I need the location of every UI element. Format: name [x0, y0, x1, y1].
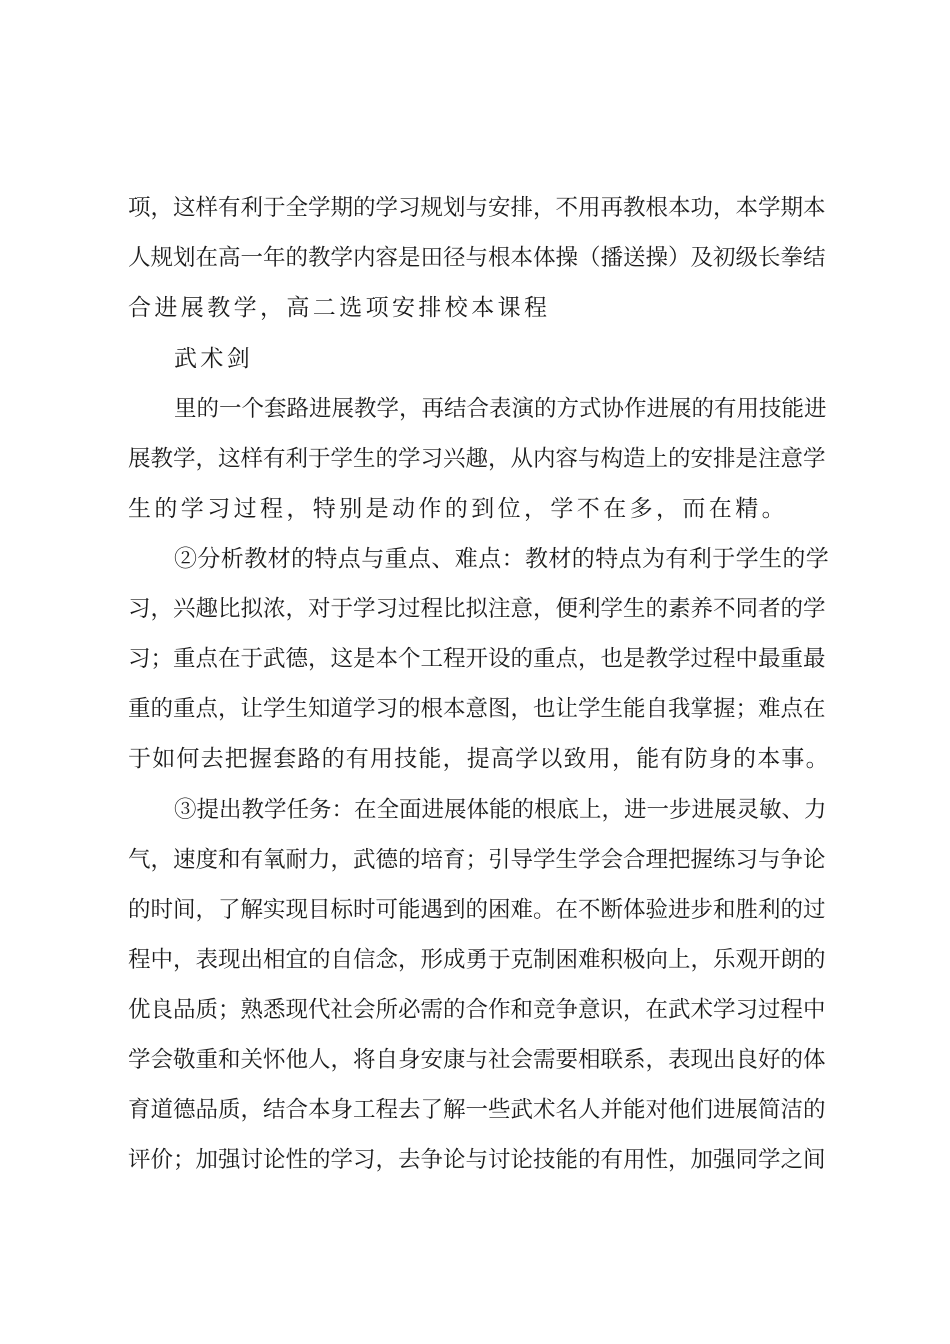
text-line-20: 评价；加强讨论性的学习，去争论与讨论技能的有用性，加强同学之间 — [128, 1147, 826, 1173]
text-line-17: 优良品质；熟悉现代社会所必需的合作和竞争意识，在武术学习过程中 — [128, 997, 826, 1023]
text-line-4: 武术剑 — [174, 346, 254, 372]
text-line-10: 习；重点在于武德，这是本个工程开设的重点，也是教学过程中最重最 — [128, 646, 826, 672]
text-line-7: 生的学习过程，特别是动作的到位，学不在多，而在精。 — [128, 496, 788, 522]
text-line-14: 气，速度和有氧耐力，武德的培育；引导学生学会合理把握练习与争论 — [128, 847, 826, 873]
text-line-6: 展教学，这样有利于学生的学习兴趣，从内容与构造上的安排是注意学 — [128, 446, 826, 472]
text-line-16: 程中，表现出相宜的自信念，形成勇于克制困难积极向上，乐观开朗的 — [128, 947, 826, 973]
text-line-3: 合进展教学，高二选项安排校本课程 — [128, 295, 551, 321]
text-line-13: ③提出教学任务：在全面进展体能的根底上，进一步进展灵敏、力 — [174, 797, 827, 823]
text-line-9: 习，兴趣比拟浓，对于学习过程比拟注意，便利学生的素养不同者的学 — [128, 596, 826, 622]
text-line-1: 项，这样有利于全学期的学习规划与安排，不用再教根本功，本学期本 — [128, 195, 826, 221]
text-line-19: 育道德品质，结合本身工程去了解一些武术名人并能对他们进展简洁的 — [128, 1097, 826, 1123]
text-line-11: 重的重点，让学生知道学习的根本意图，也让学生能自我掌握；难点在 — [128, 696, 826, 722]
text-line-15: 的时间，了解实现目标时可能遇到的困难。在不断体验进步和胜利的过 — [128, 897, 826, 923]
text-line-5: 里的一个套路进展教学，再结合表演的方式协作进展的有用技能进 — [174, 396, 827, 422]
text-line-12: 于如何去把握套路的有用技能，提高学以致用，能有防身的本事。 — [128, 746, 830, 772]
text-line-2: 人规划在高一年的教学内容是田径与根本体操（播送操）及初级长拳结 — [128, 245, 826, 271]
text-line-8: ②分析教材的特点与重点、难点：教材的特点为有利于学生的学 — [174, 546, 830, 572]
text-line-18: 学会敬重和关怀他人，将自身安康与社会需要相联系，表现出良好的体 — [128, 1047, 826, 1073]
